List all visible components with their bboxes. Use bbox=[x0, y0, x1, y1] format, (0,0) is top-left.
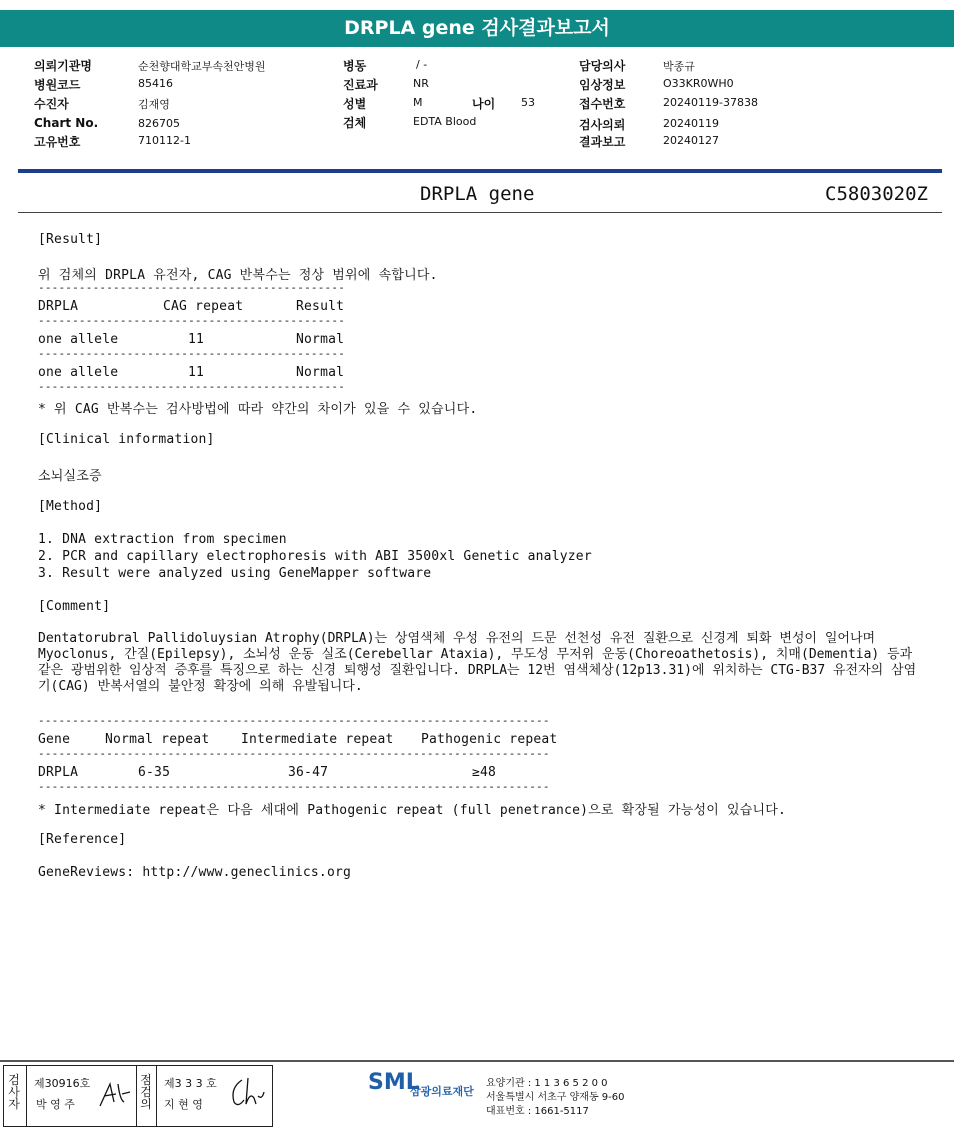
info-label: 성별 bbox=[343, 97, 367, 111]
info-label: 담당의사 bbox=[579, 59, 626, 73]
reviewer-signature bbox=[226, 1074, 268, 1114]
table2-col-intermediate: Intermediate repeat bbox=[241, 732, 394, 747]
result-text: 위 검체의 DRPLA 유전자, CAG 반복수는 정상 범위에 속합니다. bbox=[38, 268, 438, 283]
info-label: 임상정보 bbox=[579, 78, 626, 92]
info-label: 검체 bbox=[343, 116, 367, 130]
result-heading: [Result] bbox=[38, 232, 103, 247]
table1-col-drpla: DRPLA bbox=[38, 299, 79, 314]
info-label: 고유번호 bbox=[34, 135, 81, 149]
comment-text: Dentatorubral Pallidoluysian Atrophy(DRPLA)는 상염색체 우성 유전의 드문 선천성 유전 질환으로 신경계 퇴화 변성이 일어나며 Myoclonus, 간질(Epilepsy), 소뇌성 운동 실조(Cerebellar Ataxia), 무도성 무저위 운동(Choreoathetosis), 치매(Dementia) 등과 같은 광범위한 임상적 증후를 특징으로 하는 신경 퇴행성 질환입니다. DRPLA는 12번 염색체상(12p13.31)에 위치하는 CTG-B37 유전자의 삼염기(CAG) 반복서열의 불안정 확장에 의해 유발됩니다. bbox=[38, 631, 917, 694]
table1-cell: one allele bbox=[38, 365, 119, 380]
dash-line: --------------------------------------------------------------------------- bbox=[38, 780, 550, 793]
table1-cell: 11 bbox=[188, 365, 205, 380]
clinical-heading: [Clinical information] bbox=[38, 432, 215, 447]
method-line: 3. Result were analyzed using GeneMapper software bbox=[38, 566, 432, 581]
examiner-name: 박 영 주 bbox=[36, 1098, 75, 1111]
sml-logo: SML bbox=[368, 1070, 420, 1095]
dash-line: --------------------------------------------------------------------------- bbox=[38, 714, 550, 727]
clinical-text: 소뇌실조증 bbox=[38, 469, 102, 484]
info-label: 나이 bbox=[472, 97, 496, 111]
info-value: 20240119 bbox=[663, 117, 719, 130]
logo-subtitle: 삼광의료재단 bbox=[410, 1085, 474, 1098]
table2-col-gene: Gene bbox=[38, 732, 71, 747]
table1-cell: 11 bbox=[188, 332, 205, 347]
table1-cell: Normal bbox=[296, 332, 345, 347]
institution-code: 요양기관 : 1 1 3 6 5 2 0 0 bbox=[486, 1078, 608, 1089]
dash-line: --------------------------------------------- bbox=[38, 281, 346, 294]
table1-cell: one allele bbox=[38, 332, 119, 347]
examiner-label bbox=[8, 1074, 22, 1110]
dash-line: --------------------------------------------------------------------------- bbox=[38, 747, 550, 760]
table1-cell: Normal bbox=[296, 365, 345, 380]
table2-cell: 36-47 bbox=[288, 765, 329, 780]
info-value: 박종규 bbox=[663, 60, 695, 73]
info-value: 김재영 bbox=[138, 98, 170, 111]
address: 서울특별시 서초구 양재동 9-60 bbox=[486, 1092, 625, 1103]
info-value: / - bbox=[416, 58, 428, 71]
table2-cell: 6-35 bbox=[138, 765, 171, 780]
method-line: 2. PCR and capillary electrophoresis with ABI 3500xl Genetic analyzer bbox=[38, 549, 592, 564]
report-title: DRPLA gene 검사결과보고서 bbox=[0, 10, 954, 47]
examiner-license: 제30916호 bbox=[34, 1077, 91, 1090]
info-value: EDTA Blood bbox=[413, 115, 477, 128]
info-value: 53 bbox=[521, 96, 535, 109]
phone: 대표번호 : 1661-5117 bbox=[486, 1106, 589, 1117]
test-name: DRPLA gene bbox=[420, 183, 535, 205]
info-label: 수진자 bbox=[34, 97, 69, 111]
table2-cell: DRPLA bbox=[38, 765, 79, 780]
reviewer-name: 지 현 영 bbox=[164, 1098, 203, 1111]
info-label: 병원코드 bbox=[34, 78, 81, 92]
info-value: 826705 bbox=[138, 117, 180, 130]
note-1: * 위 CAG 반복수는 검사방법에 따라 약간의 차이가 있을 수 있습니다. bbox=[38, 402, 478, 417]
table2-col-pathogenic: Pathogenic repeat bbox=[421, 732, 558, 747]
reference-text: GeneReviews: http://www.geneclinics.org bbox=[38, 865, 352, 880]
reference-heading: [Reference] bbox=[38, 832, 127, 847]
info-value: O33KR0WH0 bbox=[663, 77, 734, 90]
divider bbox=[18, 212, 942, 213]
info-value: 20240127 bbox=[663, 134, 719, 147]
note-2: * Intermediate repeat은 다음 세대에 Pathogenic repeat (full penetrance)으로 확장될 가능성이 있습니다. bbox=[38, 803, 787, 818]
signature-box bbox=[3, 1065, 273, 1127]
table2-col-normal: Normal repeat bbox=[105, 732, 210, 747]
info-value: M bbox=[413, 96, 423, 109]
examiner-label-text: 검사자 bbox=[8, 1073, 20, 1111]
table1-col-cag: CAG repeat bbox=[163, 299, 244, 314]
reviewer-label bbox=[140, 1074, 154, 1110]
info-label: 의뢰기관명 bbox=[34, 59, 92, 73]
table1-col-result: Result bbox=[296, 299, 345, 314]
info-value: 20240119-37838 bbox=[663, 96, 758, 109]
info-value: NR bbox=[413, 77, 429, 90]
info-label: 결과보고 bbox=[579, 135, 626, 149]
dash-line: --------------------------------------------- bbox=[38, 314, 346, 327]
comment-heading: [Comment] bbox=[38, 599, 111, 614]
reviewer-label-text: 점검의 bbox=[140, 1073, 152, 1111]
info-value: 순천향대학교부속천안병원 bbox=[138, 60, 266, 73]
reviewer-license: 제3 3 3 호 bbox=[164, 1077, 217, 1090]
method-heading: [Method] bbox=[38, 499, 103, 514]
info-label: 검사의뢰 bbox=[579, 118, 626, 132]
dash-line: --------------------------------------------- bbox=[38, 380, 346, 393]
method-line: 1. DNA extraction from specimen bbox=[38, 532, 287, 547]
info-value: 710112-1 bbox=[138, 134, 191, 147]
info-label: 접수번호 bbox=[579, 97, 626, 111]
info-label: 진료과 bbox=[343, 78, 378, 92]
info-value: 85416 bbox=[138, 77, 173, 90]
test-code: C5803020Z bbox=[825, 183, 928, 205]
info-label: Chart No. bbox=[34, 116, 99, 130]
examiner-signature bbox=[96, 1080, 132, 1110]
table2-cell: ≥48 bbox=[472, 765, 497, 780]
info-label: 병동 bbox=[343, 59, 367, 73]
dash-line: --------------------------------------------- bbox=[38, 347, 346, 360]
section-divider bbox=[18, 169, 942, 173]
